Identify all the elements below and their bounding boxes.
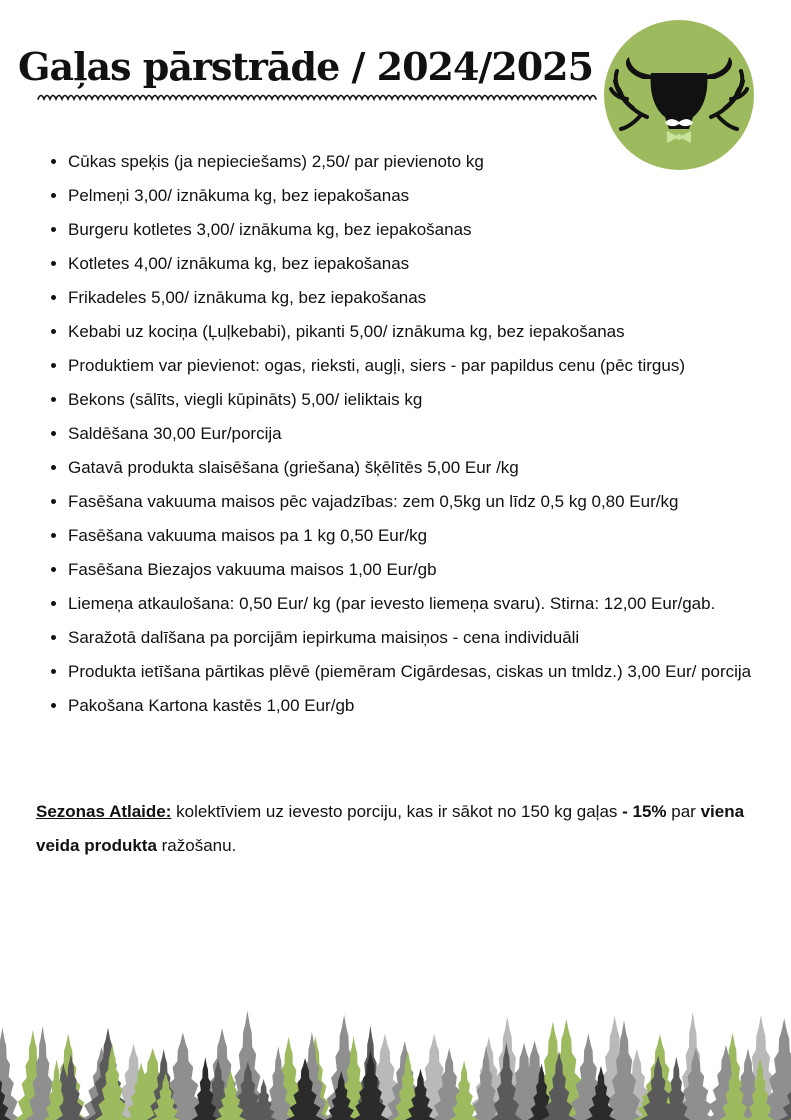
price-list-item: • Burgeru kotletes 3,00/ iznākuma kg, bez iepakošanas — [68, 213, 780, 247]
price-list-item: • Produkta ietīšana pārtikas plēvē (piemēram Cigārdesas, ciskas un tmldz.) 3,00 Eur/ porcija — [68, 655, 780, 689]
discount-percent: - 15% — [617, 802, 667, 821]
price-list-item: • Bekons (sālīts, viegli kūpināts) 5,00/ ieliktais kg — [68, 383, 780, 417]
price-list-item: • Frikadeles 5,00/ iznākuma kg, bez iepakošanas — [68, 281, 780, 315]
price-list-item: • Pakošana Kartona kastēs 1,00 Eur/gb — [68, 689, 780, 723]
price-list-item: • Fasēšana vakuuma maisos pa 1 kg 0,50 Eur/kg — [68, 519, 780, 553]
price-list-item: • Produktiem var pievienot: ogas, rieksti, augļi, siers - par papildus cenu (pēc tirgus) — [68, 349, 780, 383]
page-title: Gaļas pārstrāde / 2024/2025 — [18, 44, 594, 89]
price-list-item: • Saražotā dalīšana pa porcijām iepirkuma maisiņos - cena individuāli — [68, 621, 780, 655]
price-list-item: • Kotletes 4,00/ iznākuma kg, bez iepakošanas — [68, 247, 780, 281]
price-list-item: • Fasēšana Biezajos vakuuma maisos 1,00 Eur/gb — [68, 553, 780, 587]
price-list-item: • Kebabi uz kociņa (Ļuļkebabi), pikanti 5,00/ iznākuma kg, bez iepakošanas — [68, 315, 780, 349]
price-list — [44, 145, 780, 723]
discount-emphasis: viena veida produkta — [36, 802, 745, 855]
discount-text: par — [666, 802, 701, 821]
price-list-item: • Gatavā produkta slaisēšana (griešana) šķēlītēs 5,00 Eur /kg — [68, 451, 780, 485]
seasonal-discount-note — [36, 795, 748, 863]
decorative-forest-silhouette — [0, 995, 791, 1120]
price-list-item: • Liemeņa atkaulošana: 0,50 Eur/ kg (par ievesto liemeņa svaru). Stirna: 12,00 Eur/gab. — [68, 587, 780, 621]
price-list-item: • Pelmeņi 3,00/ iznākuma kg, bez iepakošanas — [68, 179, 780, 213]
price-list-item: • Saldēšana 30,00 Eur/porcija — [68, 417, 780, 451]
decorative-squiggle-divider — [36, 92, 598, 106]
discount-text: ražošanu. — [156, 836, 237, 855]
discount-label: Sezonas Atlaide: — [36, 802, 172, 821]
price-list-item: • Fasēšana vakuuma maisos pēc vajadzības: zem 0,5kg un līdz 0,5 kg 0,80 Eur/kg — [68, 485, 780, 519]
discount-text: kolektīviem uz ievesto porciju, kas ir sākot no 150 kg gaļas — [171, 802, 618, 821]
price-list-item: • Cūkas speķis (ja nepieciešams) 2,50/ par pievienoto kg — [68, 145, 780, 179]
